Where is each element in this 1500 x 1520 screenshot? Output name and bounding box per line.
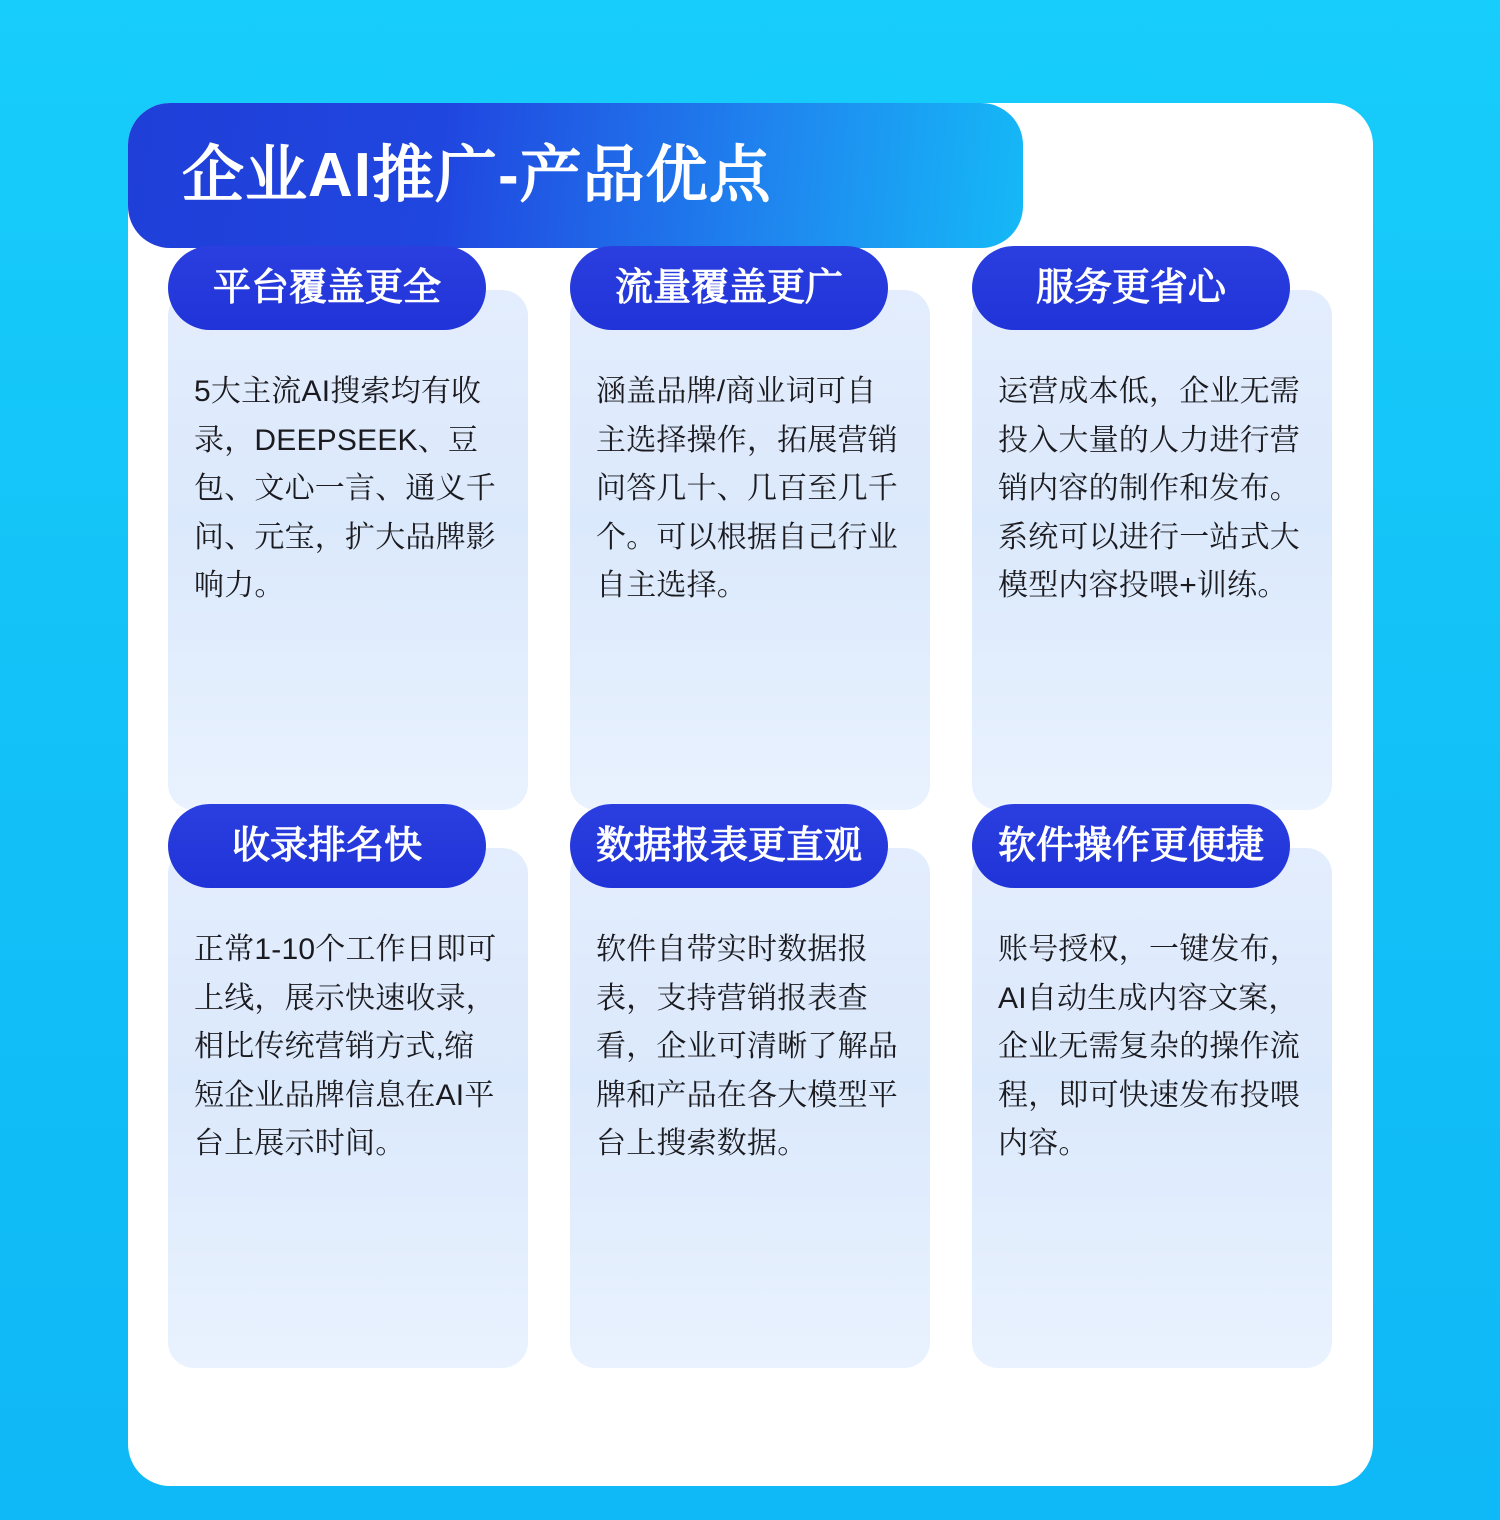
benefit-card-platform-coverage — [168, 267, 528, 810]
benefit-card-title: 流量覆盖更广 — [614, 267, 843, 309]
benefit-card-grid — [168, 267, 1333, 1368]
benefit-card-body: 正常1-10个工作日即可上线，展示快速收录，相比传统营销方式,缩短企业品牌信息在AI平台上展示时间。 — [194, 933, 497, 1161]
benefit-card-body: 涵盖品牌/商业词可自主选择操作，拓展营销问答几十、几百至几千个。可以根据自己行业自主选择。 — [596, 375, 898, 603]
benefit-card-service — [972, 267, 1332, 810]
benefit-card-header — [168, 804, 486, 888]
benefit-card-header — [570, 246, 888, 330]
benefit-card-header — [168, 246, 486, 330]
benefit-card-header — [972, 246, 1290, 330]
benefit-card-title: 服务更省心 — [1035, 267, 1226, 309]
benefit-card-body: 账号授权，一键发布，AI自动生成内容文案，企业无需复杂的操作流程，即可快速发布投喂内容。 — [998, 933, 1300, 1161]
page-title-banner — [128, 103, 1023, 248]
benefit-card-title: 收录排名快 — [231, 825, 422, 867]
benefit-card-data-report — [570, 825, 930, 1368]
benefit-card-title: 平台覆盖更全 — [212, 267, 441, 309]
benefit-card-header — [570, 804, 888, 888]
benefit-card-title: 软件操作更便捷 — [998, 825, 1265, 867]
page-title: 企业AI推广-产品优点 — [182, 140, 772, 210]
benefit-card-body: 软件自带实时数据报表，支持营销报表查看，企业可清晰了解品牌和产品在各大模型平台上搜索数据。 — [596, 933, 898, 1161]
benefit-card-ease-of-use — [972, 825, 1332, 1368]
benefit-card-body: 5大主流AI搜索均有收录，DEEPSEEK、豆包、文心一言、通义千问、元宝，扩大品牌影响力。 — [194, 375, 496, 603]
benefit-card-indexing-speed — [168, 825, 528, 1368]
benefit-card-body: 运营成本低，企业无需投入大量的人力进行营销内容的制作和发布。系统可以进行一站式大模型内容投喂+训练。 — [998, 375, 1300, 603]
benefit-card-header — [972, 804, 1290, 888]
benefit-card-traffic-coverage — [570, 267, 930, 810]
benefit-card-title: 数据报表更直观 — [596, 825, 863, 867]
